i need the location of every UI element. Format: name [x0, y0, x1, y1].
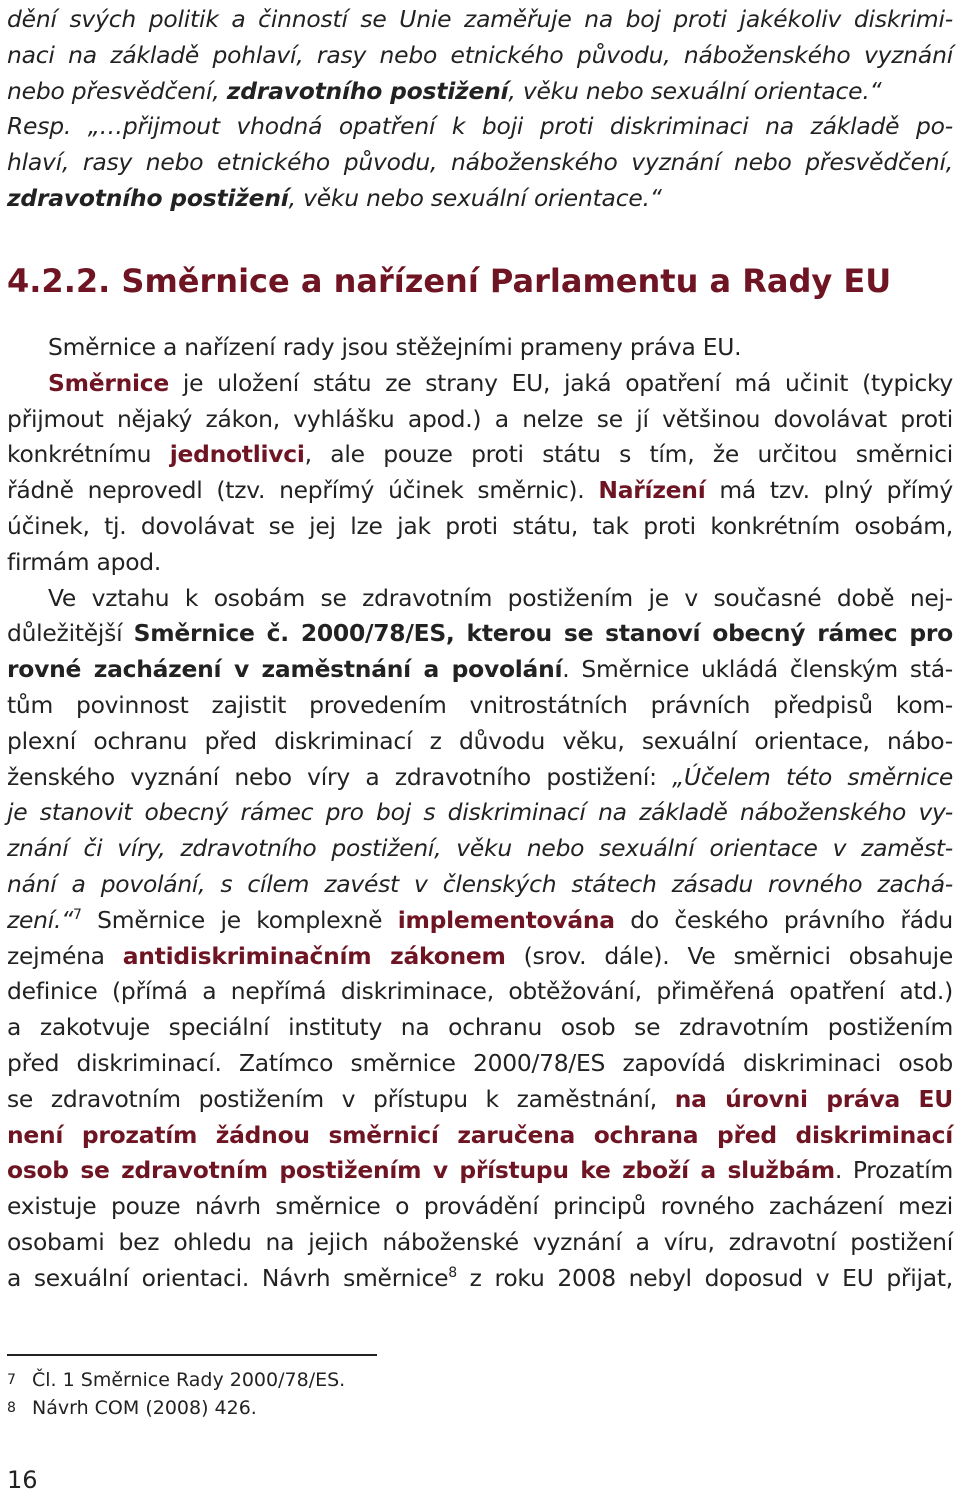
footnote: [7, 1396, 257, 1420]
paragraph-line: nání a povolání, s cílem zavést v členských státech zásadu rovného zachá-: [7, 869, 953, 898]
paragraph-line: Směrnice a nařízení rady jsou stěžejními prameny práva EU.: [48, 333, 742, 361]
paragraph-line: a zakotvuje speciální instituty na ochranu osob se zdravotním postižením: [7, 1013, 953, 1042]
intro-line: Resp. „…přijmout vhodná opatření k boji proti diskriminaci na základě po-: [7, 112, 953, 141]
paragraph-line: řádně neprovedl (tzv. nepřímý účinek směrnic). Nařízení má tzv. plný přímý: [7, 476, 954, 505]
intro-line: dění svých politik a činností se Unie zaměřuje na boj proti jakékoliv diskrimi-: [7, 5, 953, 33]
intro-line: naci na základě pohlaví, rasy nebo etnického původu, náboženského vyznání: [7, 40, 953, 69]
quote-text: zení.“: [7, 905, 74, 934]
directive-title: Směrnice č. 2000/78/ES, kterou se stanoví obecný rámec pro: [133, 619, 953, 648]
paragraph-line: není prozatím žádnou směrnicí zaručena ochrana před diskriminací: [7, 1120, 953, 1149]
paragraph-line: je stanovit obecný rámec pro boj s diskriminací na základě náboženského vy-: [7, 798, 953, 827]
paragraph-line: a sexuální orientaci. Návrh směrnice$^8$ z roku 2008 nebyl doposud v EU přijat,: [7, 1263, 953, 1292]
section-heading: 4.2.2. Směrnice a nařízení Parlamentu a Rady EU: [7, 262, 892, 300]
section-body: [7, 330, 953, 1297]
paragraph-line: tům povinnost zajistit provedením vnitrostátních právních předpisů kom-: [7, 690, 953, 719]
paragraph-line: ženského vyznání nebo víry a zdravotního postižení: „Účelem této směrnice: [7, 762, 953, 791]
paragraph-line: firmám apod.: [7, 547, 162, 576]
intro-emphasis: zdravotního postižení: [7, 183, 289, 212]
term-highlight: antidiskriminačním zákonem: [122, 941, 506, 970]
quote-text: „Účelem této směrnice: [672, 762, 953, 791]
paragraph-line: zení.“$^7$ Směrnice je komplexně implementována do českého právního řádu: [7, 905, 954, 934]
quoted-intro: [7, 2, 953, 217]
intro-line: hlaví, rasy nebo etnického původu, náboženského vyznání nebo přesvědčení,: [7, 148, 953, 177]
paragraph-line: osobami bez ohledu na jejich náboženské vyznání a víru, zdravotní postižení: [7, 1227, 953, 1256]
paragraph-line: před diskriminací. Zatímco směrnice 2000/78/ES zapovídá diskriminaci osob: [7, 1048, 953, 1077]
paragraph-line: důležitější Směrnice č. 2000/78/ES, kterou se stanoví obecný rámec pro: [7, 619, 953, 648]
paragraph-line: rovné zacházení v zaměstnání a povolání. Směrnice ukládá členským stá-: [7, 655, 953, 684]
paragraph-line: definice (přímá a nepřímá diskriminace, obtěžování, přiměřená opatření atd.): [7, 977, 953, 1006]
term-highlight: jednotlivci: [169, 440, 305, 469]
footnote-number: 8: [7, 1400, 16, 1416]
paragraph-line: plexní ochranu před diskriminací z důvodu věku, sexuální orientace, nábo-: [7, 726, 953, 755]
term-highlight: na úrovni práva EU: [674, 1084, 954, 1113]
footnote-number: 7: [7, 1372, 16, 1388]
term-highlight: osob se zdravotním postižením v přístupu ke zboží a službám: [7, 1156, 835, 1185]
paragraph-line: se zdravotním postižením v přístupu k zaměstnání, na úrovni práva EU: [7, 1084, 954, 1113]
page-number: 16: [7, 1466, 38, 1494]
paragraph-line: účinek, tj. dovolávat se jej lze jak proti státu, tak proti konkrétním osobám,: [7, 511, 953, 540]
footnote-text: Čl. 1 Směrnice Rady 2000/78/ES.: [32, 1369, 346, 1391]
paragraph-line: zejména antidiskriminačním zákonem (srov. dále). Ve směrnici obsahuje: [7, 941, 953, 970]
intro-line: zdravotního postižení, věku nebo sexuální orientace.“: [7, 183, 662, 212]
paragraph-line: přijmout nějaký zákon, vyhlášku apod.) a nelze se jí většinou dovolávat proti: [7, 404, 953, 433]
footnote: [7, 1368, 345, 1392]
term-highlight: implementována: [397, 905, 615, 934]
footnote-ref: 7: [73, 906, 82, 923]
directive-title: rovné zacházení v zaměstnání a povolání: [7, 655, 563, 684]
intro-emphasis: zdravotního postižení: [226, 76, 509, 105]
paragraph-line: konkrétnímu jednotlivci, ale pouze proti státu s tím, že určitou směrnici: [7, 440, 953, 469]
term-highlight: Nařízení: [598, 476, 706, 505]
paragraph-line: existuje pouze návrh směrnice o provádění principů rovného zacházení mezi: [7, 1192, 953, 1221]
paragraph-line: osob se zdravotním postižením v přístupu ke zboží a službám. Prozatím: [7, 1156, 953, 1185]
footnote-divider: [7, 1354, 377, 1356]
footnote-text: Návrh COM (2008) 426.: [32, 1397, 257, 1419]
footnote-ref: 8: [448, 1264, 457, 1281]
paragraph-line: znání či víry, zdravotního postižení, věku nebo sexuální orientace v zaměst-: [7, 834, 953, 863]
term-highlight: Směrnice: [48, 368, 170, 397]
paragraph-line: Ve vztahu k osobám se zdravotním postižením je v současné době nej-: [48, 583, 953, 612]
paragraph-line: Směrnice je uložení státu ze strany EU, jaká opatření má učinit (typicky: [48, 368, 953, 397]
intro-line: nebo přesvědčení, zdravotního postižení, věku nebo sexuální orientace.“: [7, 76, 882, 105]
